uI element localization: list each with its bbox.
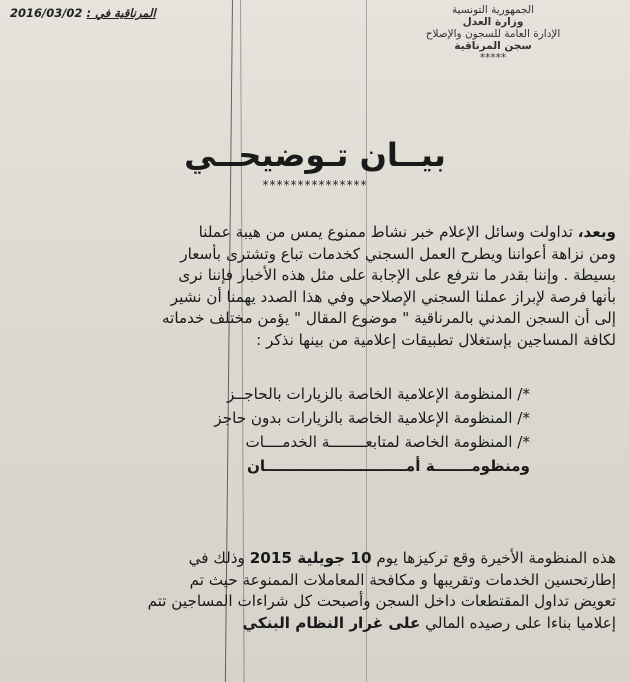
install-date: 10 جويلية 2015: [249, 549, 372, 567]
list-item: */ المنظومة الخاصة لمتابعــــــــة الخدمــــات: [245, 433, 530, 451]
lead-word: وبعد،: [577, 223, 616, 241]
paragraph-line: إعلاميا بناءا على رصيده المالي على غرار النظام البنكي: [242, 613, 616, 632]
title-stars: ***************: [262, 178, 368, 192]
paragraph-line: تعويض تداول المقتطعات داخل السجن وأصبحت كل شراءات المساجين تتم: [147, 592, 616, 610]
letterhead-country: الجمهورية التونسية: [452, 4, 534, 16]
date-value: 2016/03/02: [10, 6, 83, 20]
paragraph-details: [10, 548, 616, 634]
letterhead-administration: الإدارة العامة للسجون والإصلاح: [425, 28, 561, 40]
paragraph-intro: [10, 222, 616, 351]
letterhead-prison: سجن المرناقية: [454, 40, 532, 52]
list-item: */ المنظومة الإعلامية الخاصة بالزيارات بالحاجــز: [227, 385, 530, 403]
list-item: ومنظومـــــــة أمـــــــــــــــــــــــــــان: [246, 457, 530, 475]
paragraph-line: إلى أن السجن المدني بالمرناقية " موضوع المقال " يؤمن مختلف خدماته: [162, 309, 616, 327]
paragraph-line: بسيطة . وإننا بقدر ما نترفع على الإجابة على مثل هذه الأخبار فإننا نرى: [178, 266, 616, 284]
paragraph-line: لكافة المساجين بإستغلال تطبيقات إعلامية من بينها نذكر :: [256, 330, 616, 349]
date-line: [10, 6, 170, 20]
date-label: المرناقية في :: [86, 6, 156, 20]
systems-list: [30, 382, 530, 478]
document-title: بيــان تـوضيحــي: [184, 136, 446, 174]
list-item: */ المنظومة الإعلامية الخاصة بالزيارات بدون حاجز: [214, 409, 530, 427]
letterhead-stars: *****: [479, 52, 507, 64]
paragraph-line: وبعد، تداولت وسائل الإعلام خبر نشاط ممنوع يمس من هيبة عملنا: [198, 223, 616, 241]
letterhead-ministry: وزارة العدل: [462, 16, 524, 28]
paragraph-line: ومن نزاهة أعواننا ويطرح العمل السجني كخدمات تباع وتشترى بأسعار: [180, 244, 616, 263]
paragraph-line: بأنها فرصة لإبراز عملنا السجني الإصلاحي وفي هذا الصدد يهمنا أن نشير: [170, 287, 616, 306]
paragraph-line: هذه المنظومة الأخيرة وقع تركيزها يوم 10 جويلية 2015 وذلك في: [188, 549, 616, 567]
paragraph-line: إطارتحسين الخدمات وتقريبها و مكافحة المعاملات الممنوعة حيث تم: [189, 570, 616, 589]
letterhead: [408, 4, 578, 64]
